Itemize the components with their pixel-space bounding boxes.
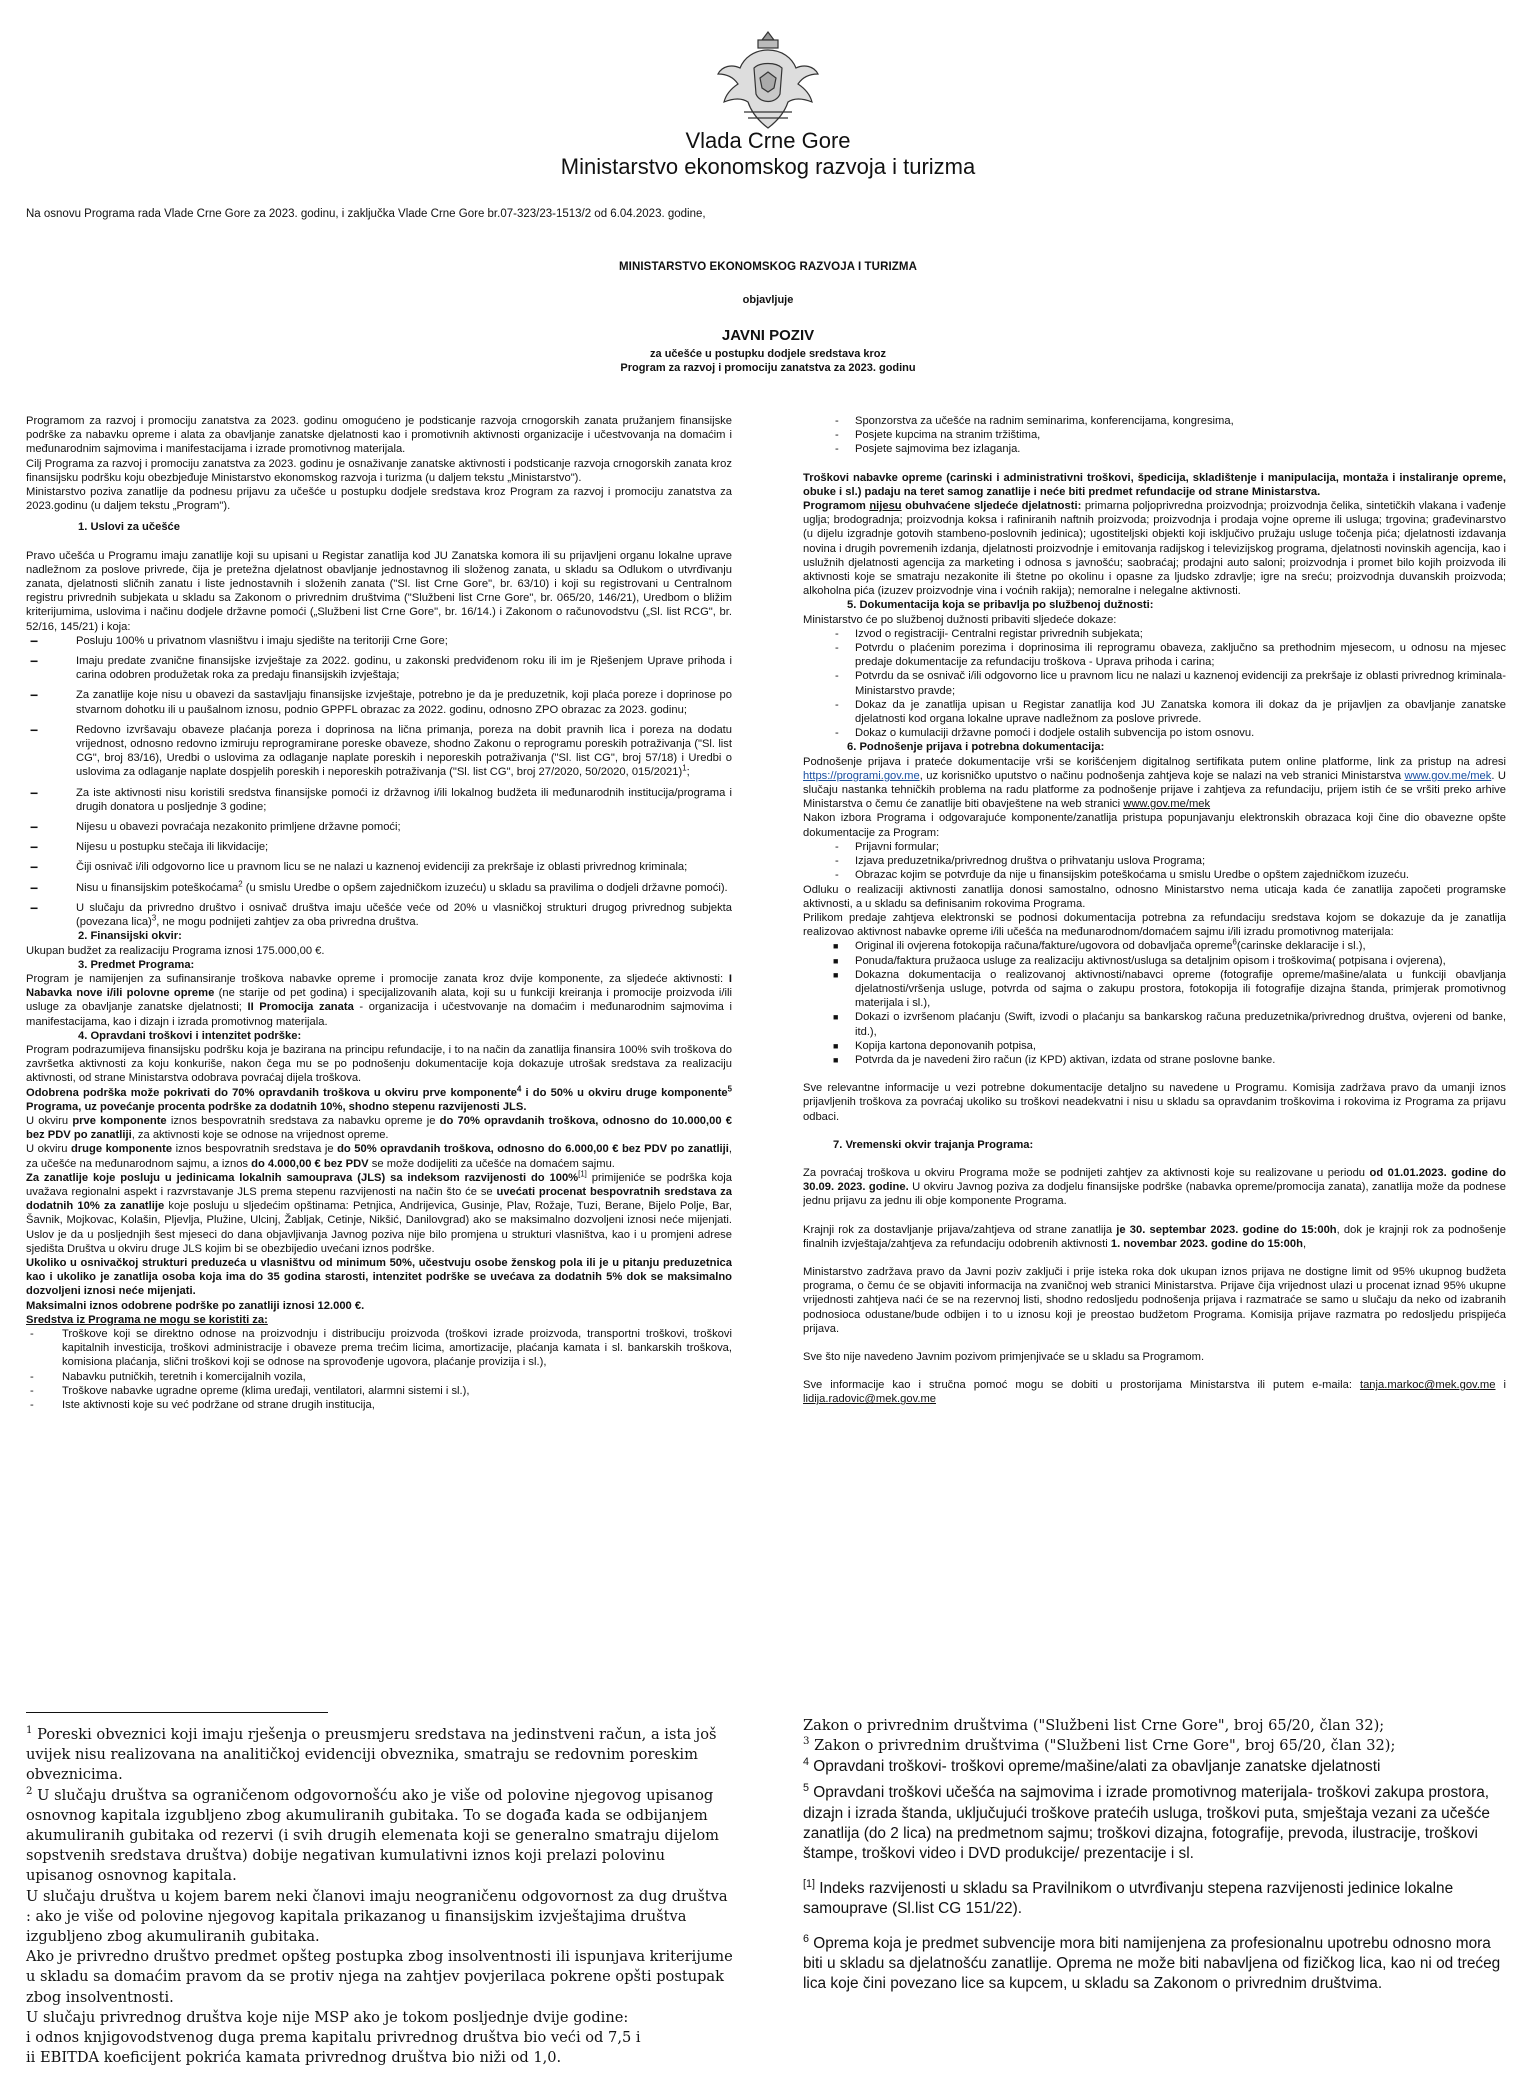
paragraph: Odobrena podrška može pokrivati do 70% opravdanih troškova u okviru prve komponente$^4$ i do 50% u okviru druge komponente$^5$ Programa, uz povećanje procenta podrške za dodatnih 10%, shodno stepenu razvijenosti JLS. bbox=[26, 1083, 732, 1113]
section-6-title: 6. Podnošenje prijava i potrebna dokumentacija: bbox=[847, 741, 1105, 754]
paragraph: Sve relevantne informacije u vezi potrebne dokumentacije detaljno su navedene u Programu. Komisija zadržava pravo da umanji iznos prijavljenih troškova za povraćaj ukoliko su troškovi neadekvatni i nisu u skladu sa opravdanim troškovima i rokovima iz Programa za prijavu odbaci. bbox=[803, 1082, 1506, 1123]
paragraph: Sve informacije kao i stručna pomoć mogu se dobiti u prostorijama Ministarstva ili putem e-maila: tanja.markoc@mek.gov.me i lidija.radovic@mek.gov.me bbox=[803, 1379, 1506, 1406]
list-item: - Posjete kupcima na stranim tržištima, bbox=[835, 429, 1041, 442]
announces-label: objavljuje bbox=[742, 294, 794, 306]
list-item: − Čiji osnivač i/ili odgovorno lice u pravnom licu se ne nalazi u kaznenoj evidenciji za prekršaje iz oblasti privrednog kriminala; bbox=[30, 859, 688, 876]
ministry-website-link[interactable]: www.gov.me/mek bbox=[1123, 798, 1211, 811]
list-item: - Dokaz da je zanatlija upisan u Registar zanatlija kod JU Zanatska komora ili dokaz da je prijavljen za obavljanje zanatske djelatnosti kod organa lokalne uprave nadležnom za poslove privrede. bbox=[835, 698, 1506, 726]
list-item: − U slučaju da privredno društvo i osnivač društva imaju učešće veće od 20% u vlasničkoj strukturi drugog privrednog subjekta (povezana lica)$^3$, ne mogu podnijeti zahtjev za oba privredna društva. bbox=[30, 899, 732, 929]
footnote-text: ii EBITDA koeficijent pokrića kamata privrednog društva bio niži od 1,0. bbox=[26, 2049, 562, 2067]
paragraph: Krajnji rok za dostavljanje prijava/zahtjeva od strane zanatlija je 30. septembar 2023. godine do 15:00h, dok je krajnji rok za podnošenje finalnih izvještaja/zahtjeva za refundaciju odobrenih aktivnosti 1. novembar 2023. godine do 15:00h, bbox=[803, 1223, 1506, 1250]
list-item: − Nijesu u postupku stečaja ili likvidacije; bbox=[30, 839, 269, 856]
section-2-title: 2. Finansijski okvir: bbox=[78, 930, 182, 943]
list-item: ■ Potvrda da je navedeni žiro račun (iz KPD) aktivan, izdata od strane poslovne banke. bbox=[833, 1053, 1276, 1066]
government-name: Vlada Crne Gore bbox=[685, 128, 851, 153]
paragraph: Za zanatlije koje posluju u jedinicama lokalnih samouprava (JLS) sa indeksom razvijenosti do 100%[1] primijeniće se podrška koja uvažava regionalni aspekt i razvrstavanje JLS prema stepenu razvijenosti na način što će se uvećati procenat bespovratnih sredstava za dodatnih 10% za zanatlije koje posluju u sljedećim opštinama: Petnjica, Andrijevica, Gusinje, Plav, Rožaje, Tuzi, Berane, Bijelo Polje, Bar, Šavnik, Mojkovac, Kolašin, Pljevlja, Plužine, Ulcinj, Žabljak, Cetinje, Nikšić, Danilovgrad) ako se maksimalno dozvoljeni iznosi neće mijenjati. Uslov je da u posljednjih šest mjeseci do dana objavljivanja Javnog poziva nije bilo promjena u strukturi vlasništva, kao i u promjeni adrese sjedišta Društva u okviru druge JLS kojim bi se obezbijedio uvećani iznos podrške. bbox=[26, 1169, 732, 1255]
email-link[interactable]: tanja.markoc@mek.gov.me bbox=[1359, 1379, 1496, 1392]
list-item: − Posluju 100% u privatnom vlasništvu i imaju sjedište na teritoriji Crne Gore; bbox=[30, 632, 448, 649]
section-5-title: 5. Dokumentacija koja se pribavlja po službenoj dužnosti: bbox=[847, 599, 1154, 612]
list-item: − Za iste aktivnosti nisu koristili sredstva finansijske pomoći iz državnog i/ili lokalnog budžeta ili međunarodnih institucija/programa i drugih donatora u posljednje 3 godine; bbox=[30, 784, 732, 813]
paragraph: Troškovi nabavke opreme (carinski i administrativni troškovi, špedicija, skladištenje i manipulacija, montaža i instaliranje opreme, obuke i sl.) padaju na teret samog zanatlije i neće biti predmet refundacije od strane Ministarstva. bbox=[803, 471, 1506, 498]
list-item: − Imaju predate zvanične finansijske izvještaje za 2022. godinu, u zakonski predviđenom roku ili im je Rješenjem Uprave prihoda i carina odobren produžetak roka za predaju finansijskih izvještaja; bbox=[30, 653, 732, 682]
paragraph: Programom za razvoj i promociju zanatstva za 2023. godinu omogućeno je podsticanje razvoja crnogorskih zanata pružanjem finansijske podrške za nabavku opreme i alata za obavljanje zanatske djelatnosti kao i promotivnih aktivnosti organizacije i učestvovanja na domaćim i međunarodnim sajmovima i manifestacijama i izrade promotivnog materijala. bbox=[26, 415, 732, 456]
list-item: ■ Kopija kartona deponovanih potpisa, bbox=[833, 1039, 1036, 1052]
footnote-6: $^6$ Oprema koja je predmet subvencije mora biti namijenjena za profesionalnu upotrebu odnosno mora biti u skladu sa djelatnošću zanatlije. Oprema ne može biti nabavljena od fizičkog lica, kao ni od trećeg lica koje čini povezano lice sa kupcem, u skladu sa Zakonom o privrednim društvima. bbox=[803, 1932, 1501, 1993]
list-item: - Potvrdu da se osnivač i/ili odgovorno lice u pravnom licu ne nalazi u kaznenoj evidenciji za prekršaje iz oblasti privrednog kriminala- Ministarstvo pravde; bbox=[835, 670, 1506, 697]
paragraph: U okviru prve komponente iznos bespovratnih sredstava za nabavku opreme je do 70% opravdanih troškova, odnosno do 10.000,00 € bez PDV po zanatliji, za aktivnosti koje se odnose na vrijednost opreme. bbox=[26, 1114, 732, 1142]
paragraph: Sve što nije navedeno Javnim pozivom primjenjivaće se u skladu sa Programom. bbox=[803, 1350, 1205, 1363]
list-item: ■ Dokazna dokumentacija o realizovanoj aktivnosti/nabavci opreme (fotografije opreme/mašine/alata u funkciji obavljanja djelatnosti/vršenja usluge, potvrda od sajma o zakupu prostora, fotokopija ili fotografije dizajna štanda, primjerak promotivnog materijala i sl.), bbox=[833, 968, 1506, 1010]
left-column bbox=[26, 414, 732, 1694]
footnotes-left bbox=[26, 1725, 736, 2068]
issuer-caps: MINISTARSTVO EKONOMSKOG RAZVOJA I TURIZMA bbox=[619, 261, 917, 273]
platform-link[interactable]: https://programi.gov.me bbox=[803, 769, 920, 782]
footnote-text: U slučaju društva u kojem barem neki članovi imaju neograničenu odgovornost za dug društva : ako je više od polovine njegovog kapitala prikazanog u finansijskim izvještajima društva izgubljeno zbog akumuliranih gubitaka. bbox=[26, 1887, 728, 1946]
list-item: - Troškove nabavke ugradne opreme (klima uređaji, ventilatori, alarmni sistemi i sl.), bbox=[30, 1384, 470, 1397]
paragraph: Ministarstvo poziva zanatlije da podnesu prijavu za učešće u postupku dodjele sredstava kroz Program za razvoj i promociju zanatstva za 2023.godinu (u daljem tekstu „Program"). bbox=[26, 486, 732, 513]
call-subtitle-1: za učešće u postupku dodjele sredstava kroz bbox=[650, 348, 886, 360]
list-item: - Izjava preduzetnika/privrednog društva o prihvatanju uslova Programa; bbox=[835, 855, 1206, 868]
list-item: - Iste aktivnosti koje su već podržane od strane drugih institucija, bbox=[30, 1399, 375, 1411]
list-item: - Obrazac kojim se potvrđuje da nije u finansijskim poteškoćama u smislu Uredbe o opštem zajedničkom izuzeću. bbox=[835, 869, 1410, 882]
paragraph: Cilj Programa za razvoj i promociju zanatstva za 2023. godinu je osnaživanje zanatske aktivnosti i podsticanje razvoja crnogorskih zanata kroz finansijsku podršku koju obezbjeđuje Ministarstvo ekonomskog razvoja i turizma (u daljem tekstu „Ministarstvo"). bbox=[26, 457, 732, 484]
paragraph: Program podrazumijeva finansijsku podršku koja je bazirana na principu refundacije, i to na način da zanatlija finansira 100% svih troškova do završetka aktivnosti za koju konkuriše, nakon čega mu se po podnošenju dokumentacije koja dokazuje utrošak sredstava za realizaciju aktivnosti, od strane Ministarstva odobrava povraćaj dijela troškova. bbox=[26, 1043, 732, 1085]
list-item: ■ Original ili ovjerena fotokopija računa/fakture/ugovora od dobavljača opreme$^6$(carinske deklaracije i sl.), bbox=[833, 937, 1366, 953]
list-item: − Nijesu u obavezi povraćaja nezakonito primljene državne pomoći; bbox=[30, 819, 401, 836]
right-column bbox=[803, 414, 1506, 1674]
paragraph: Pravo učešća u Programu imaju zanatlije koji su upisani u Registar zanatlija kod JU Zanatska komora ili su prijavljeni organu lokalne uprave nadležnom za poslove privrede, čija je pretežna djelatnost obavljanje jednostavnog ili složenog zanata, u skladu sa Odlukom o utvrđivanju zanata, djelatnosti sličnih zanatu i liste jednostavnih i složenih zanata ("Sl. list Crne Gore", br. 63/10) i koji su registrovani u Centralnom registru privrednih subjekata u skladu sa Zakonom o privrednim društvima ("Službeni list Crne Gore", br. 065/20, 146/21), Uredbom o bližim kriterijumima, uslovima i načinu dodjele državne pomoći („Službeni list Crne Gore", br. 16/14.) i Zakonom o računovodstvu („Sl. list RCG", br. 52/16, 145/21) i koja: bbox=[26, 549, 732, 633]
footnote-2: $^2$ U slučaju društva sa ograničenom odgovornošću ako je više od polovine njegovog upisanog osnovnog kapitala izgubljeno zbog akumuliranih gubitaka. To se događa kada se odbijanjem akumuliranih gubitaka od rezervi (i svih drugih elemenata koji se generalno smatraju dijelom sopstvenih sredstava društva) dobije negativan kumulativni iznos koji prelazi polovinu upisanog osnovnog kapitala. bbox=[26, 1785, 719, 1885]
paragraph: Ministarstvo će po službenoj dužnosti pribaviti sljedeće dokaze: bbox=[803, 613, 1117, 626]
footnote-text: Ako je privredno društvo predmet opšteg postupka zbog insolventnosti ili ispunjava kriterijume u skladu sa domaćim pravom da se protiv njega na zahtjev povjerilaca pokrene opšti postupak zbog insolventnosti. bbox=[26, 1948, 733, 2006]
footnote-1: $^1$ Poreski obveznici koji imaju rješenja o preusmjeru sredstava na jedinstveni račun, a ista još uvijek nisu realizovana na analitičkoj evidenciji obveznika, smatraju se redovnim poreskim obveznicima. bbox=[26, 1725, 717, 1784]
list-item: - Izvod o registraciji- Centralni registar privrednih subjekata; bbox=[835, 627, 1143, 640]
footnote-5: $^5$ Opravdani troškovi učešća na sajmovima i izrade promotivnog materijala- troškovi zakupa prostora, dizajn i izrada štanda, uključujući troškove pratećih usluga, troškovi puta, smještaja vezani za učešće zanatlija (do 2 lica) na predmetnom sajmu; troškovi dizajna, fotografije, prevoda, ilustracije, troškovi štampe, troškovi video i DVD produkcije/ prezentacije i sl. bbox=[803, 1782, 1490, 1863]
footnote-text: i odnos knjigovodstvenog duga prema kapitalu privrednog društva bio veći od 7,5 i bbox=[26, 2029, 641, 2047]
paragraph: Prilikom predaje zahtjeva elektronski se podnosi dokumentacija potrebna za refundaciju sredstava kojom se dokazuje da je zanatlija realizovao aktivnost nabavke opreme i/ili učešća na međunarodnom/domaćem sajmu i/ili izradu promotivnog materijala: bbox=[803, 911, 1506, 939]
list-item: − Za zanatlije koje nisu u obavezi da sastavljaju finansijske izvještaje, potrebno je da je preduzetnik, koji plaća poreze i doprinose po stvarnom dohotku ili u paušalnom iznosu, podnio GPPFL obrazac za 2022. godinu, odnosno ZPO obrazac za 2023. godinu; bbox=[30, 687, 732, 716]
list-item: ■ Dokazi o izvršenom plaćanju (Swift, izvodi o plaćanju sa bankarskog računa preduzetnika/privrednog društva, ovjereni od banke, itd.), bbox=[833, 1011, 1506, 1038]
paragraph: Nakon izbora Programa i odgovarajuće komponente/zanatlija pristupa popunjavanju elektronskih obrazaca koji čine dio obavezne opšte dokumentacije za Program: bbox=[803, 812, 1506, 839]
paragraph: Odluku o realizaciji aktivnosti zanatlija donosi samostalno, odnosno Ministarstvo nema uticaja kada će zanatlija započeti programske aktivnosti, a u skladu sa definisanim rokovima Programa. bbox=[803, 883, 1506, 910]
montenegro-coat-of-arms-icon bbox=[714, 28, 822, 134]
ministry-name: Ministarstvo ekonomskog razvoja i turizma bbox=[560, 154, 976, 179]
list-item: - Dokaz o kumulaciji državne pomoći i dodjele ostalih subvencija po istom osnovu. bbox=[835, 727, 1255, 740]
footnote-index: [1] Indeks razvijenosti u skladu sa Pravilnikom o utvrđivanju stepena razvijenosti jedinice lokalne samouprave (Sl.list CG 151/22). bbox=[803, 1877, 1454, 1918]
footnote-separator bbox=[26, 1712, 328, 1713]
footnote-text: Zakon o privrednim društvima ("Službeni list Crne Gore", broj 65/20, član 32); bbox=[803, 1717, 1385, 1734]
section-4-title: 4. Opravdani troškovi i intenzitet podrške: bbox=[78, 1029, 302, 1042]
paragraph: Ukupan budžet za realizaciju Programa iznosi 175.000,00 €. bbox=[26, 944, 325, 957]
list-item: - Posjete sajmovima bez izlaganja. bbox=[835, 443, 1021, 456]
ministry-website-link[interactable]: www.gov.me/mek bbox=[1404, 769, 1492, 782]
email-link[interactable]: lidija.radovic@mek.gov.me bbox=[803, 1393, 937, 1406]
footnote-4: $^4$ Opravdani troškovi- troškovi opreme/mašine/alati za obavljanje zanatske djelatnosti bbox=[803, 1755, 1381, 1775]
call-title: JAVNI POZIV bbox=[721, 327, 815, 344]
list-item: - Troškove koji se direktno odnose na proizvodnju i distribuciju proizvoda (troškovi izrade proizvoda, transportni troškovi, troškovi kapitalnih investicija, troškovi administracije i obaveze prema trećim licima, amortizacije, plaćanja kamata i sl. bankarskih troškova, komisiona plaćanja, slični troškovi koji se odnose na sprovođenje ugovora, plaćanje provizija i sl.), bbox=[30, 1327, 732, 1369]
footnote-3: $^3$ Zakon o privrednim društvima ("Službeni list Crne Gore", broj 65/20, član 32); bbox=[803, 1736, 1396, 1755]
paragraph: Ukoliko u osnivačkoj strukturi preduzeća u vlasništvu od minimum 50%, učestvuju osobe ženskog pola ili je u pitanju preduzetnica kao i ukoliko je zanatlija osoba koja ima do 35 godina starosti, intenzitet podrške se uvećava za dodatnih 5% dok se maksimalno dozvoljeni iznosi neće mijenjati. bbox=[26, 1256, 732, 1298]
list-item: - Nabavku putničkih, teretnih i komercijalnih vozila, bbox=[30, 1370, 306, 1383]
paragraph: Ministarstvo zadržava pravo da Javni poziv zaključi i prije isteka roka dok ukupan iznos prijava ne dostigne limit od 95% ukupnog budžeta programa, o čemu će se objaviti informacija na zvaničnoj web stranici Ministarstva. Prijave čija vrijednost ulazi u procenat iznad 95% ukupne vrijednosti zahtjeva naći će se na rezervnoj listi, shodno redosljedu podnošenja prijava i razmatraće se samo u slučaju da neko od izabranih podnosioca odustane/bude odbijen i to u iznosu koji je preostao budžetom Programa. Komisija prijave razmatra po redosljedu prispijeća prijava. bbox=[803, 1265, 1506, 1335]
paragraph: Programom nijesu obuhvaćene sljedeće djelatnosti: primarna poljoprivredna proizvodnja; proizvodnja čelika, sintetičkih vlakana i vađenje uglja; brodogradnja; proizvodnja koksa i rafiniranih naftnih proizvoda; proizvodnja i prodaja vojne opreme ili usluga; trgovina; građevinarstvo (u dijelu izgradnje gotovih stambeno-poslovnih jedinica); ugostiteljski objekti koji isključivo pružaju usluge točenja pića; djelatnosti izdavanja novina i drugih povremenih izdanja, djelatnosti proizvodnje i emitovanja radijskog i televizijskog programa, djelatnosti novinskih agencija, kao i uslužnih djelatnosti agencija za marketing i odnosa s javnošću; saobraćaj; prodajni auto saloni; proizvodnja i promet bilo kojih proizvoda ili aktivnosti koje se smatraju nezakonite ili štetne po okolinu i opasne za ljudsko zdravlje; igre na sreću; proizvodnja duvanskih proizvoda; alkoholna pića (izuzev proizvodnje vina i voćnih rakija); nemoralne i nelegalne aktivnosti. bbox=[803, 500, 1506, 598]
footnote-text: U slučaju privrednog društva koje nije MSP ako je tokom posljednje dvije godine: bbox=[26, 2008, 629, 2026]
paragraph: Za povraćaj troškova u okviru Programa može se podnijeti zahtjev za aktivnosti koje su realizovane u periodu od 01.01.2023. godine do 30.09. 2023. godine. U okviru Javnog poziva za dodjelu finansijske podrške (nabavka opreme/promocija zanata), zanatlija može da podnese jednu prijavu za jednu ili obje komponente Programa. bbox=[803, 1166, 1506, 1208]
paragraph: Maksimalni iznos odobrene podrške po zanatliji iznosi 12.000 €. bbox=[26, 1299, 365, 1312]
footnotes-right bbox=[803, 1716, 1511, 1995]
paragraph: Podnošenje prijava i prateće dokumentacije vrši se korišćenjem digitalnog sertifikata putem online platforme, link za pristup na adresi https://programi.gov.me, uz korisničko uputstvo o načinu podnošenja zahtjeva koje se nalazi na veb stranici Ministarstva www.gov.me/mek. U slučaju nastanka tehničkih problema na radu platforme za podnošenje prijave i zahtjeva za refundaciju, prijem istih će se vršiti preko arhive Ministarstva o čemu će zanatlije biti obavještene na web stranici www.gov.me/mek bbox=[803, 755, 1506, 811]
list-item: - Potvrdu o plaćenim porezima i doprinosima ili reprogramu obaveza, zaključno sa prethodnim mjesecom, u odnosu na mjesec predaje dokumentacije za refundaciju troškova - Uprava prihoda i carina; bbox=[835, 642, 1506, 669]
list-item: - Sponzorstva za učešće na radnim seminarima, konferencijama, kongresima, bbox=[835, 415, 1234, 427]
list-item: - Prijavni formular; bbox=[835, 840, 939, 853]
call-subtitle-2: Program za razvoj i promociju zanatstva za 2023. godinu bbox=[620, 362, 916, 374]
intro-text: Na osnovu Programa rada Vlade Crne Gore za 2023. godinu, i zaključka Vlade Crne Gore br.07-323/23-1513/2 od 6.04.2023. godine, bbox=[26, 208, 706, 220]
section-7-title: 7. Vremenski okvir trajanja Programa: bbox=[833, 1138, 1034, 1151]
section-3-title: 3. Predmet Programa: bbox=[78, 958, 195, 971]
paragraph: Program je namijenjen za sufinansiranje troškova nabavke opreme i promocije zanata kroz dvije komponente, za sljedeće aktivnosti: I Nabavka nove i/ili polovne opreme (ne starije od pet godina) i specijalizovanih alata, koji su u funkciji kreiranja i promocije proizvoda i/ili usluge za obavljanje zanatske djelatnosti; II Promocija zanata - organizacija i učestvovanje na domaćim i međunarodnim sajmovima i manifestacijama, kao i dizajn i izrada promotivnog materijala. bbox=[26, 972, 732, 1028]
list-item: ■ Ponuda/faktura pružaoca usluge za realizaciju aktivnost/usluga sa detaljnim opisom i troškovima( potpisana i ovjerena), bbox=[833, 954, 1446, 967]
section-1-title: 1. Uslovi za učešće bbox=[78, 521, 180, 534]
list-item: − Redovno izvršavaju obaveze plaćanja poreza i doprinosa na lična primanja, poreza na dobit pravnih lica i poreza na dodatu vrijednost, odnosno redovno izmiruju reprogramirane poreske obaveze, shodno Zakonu o reprogramu poreskih potraživanja ("Sl. list CG", broj 83/16), Uredbi o uslovima za odlaganje naplate poreskih i neporeskih potraživanja ("Sl. list CG", broj 57/18) i Uredbi o uslovima za odlaganje naplate dospjelih poreskih i neporeskih potraživanja ("Sl. list CG", broj 27/2020, 50/2020, 015/2021)$^1$; bbox=[30, 721, 732, 779]
paragraph: U okviru druge komponente iznos bespovratnih sredstava je do 50% opravdanih troškova, odnosno do 6.000,00 € bez PDV po zanatliji, za učešće na međunarodnom sajmu, a iznos do 4.000,00 € bez PDV se može dodijeliti za učešće na domaćem sajmu. bbox=[26, 1143, 732, 1170]
list-item: − Nisu u finansijskim poteškoćama$^2$ (u smislu Uredbe o opšem zajedničkom izuzeću) u skladu sa pravilima o dodjeli državne pomoći). bbox=[30, 878, 728, 896]
paragraph: Sredstva iz Programa ne mogu se koristiti za: bbox=[26, 1313, 268, 1326]
